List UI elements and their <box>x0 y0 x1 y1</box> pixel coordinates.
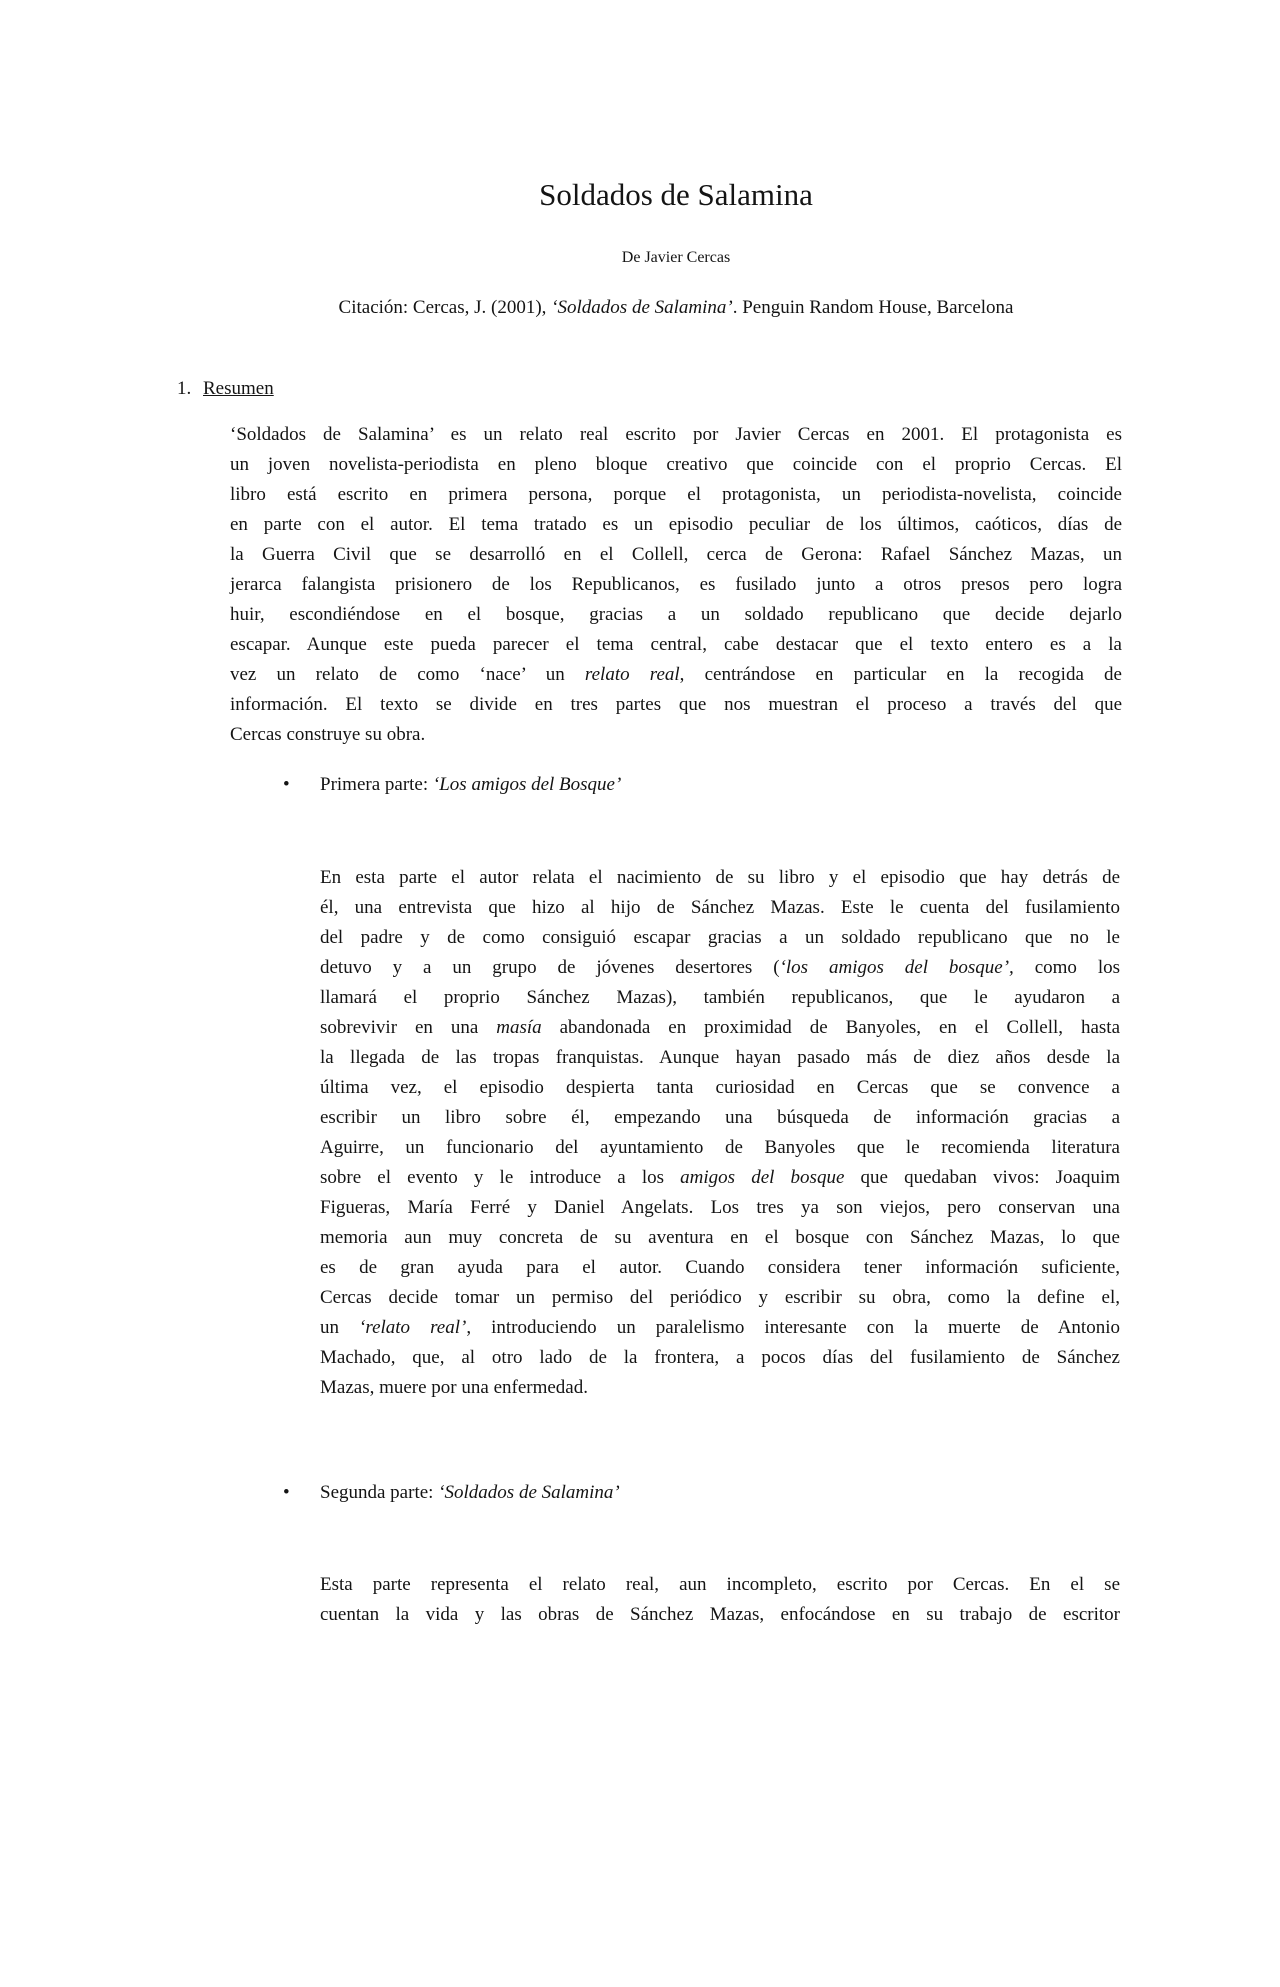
text-line <box>230 690 1122 720</box>
text-line <box>320 1163 1120 1193</box>
text-line <box>320 1133 1120 1163</box>
text-segment: libro está escrito en primera persona, porque el protagonista, un periodista-novelista, coincide <box>230 484 1122 505</box>
text-segment: detuvo y a un grupo de jóvenes desertores ( <box>320 957 780 978</box>
paragraph-primera-parte <box>320 863 1120 1403</box>
italic-text-segment: relato real <box>584 664 680 685</box>
text-line <box>320 1193 1120 1223</box>
italic-text-segment: ‘los amigos del bosque’, <box>779 957 1014 978</box>
text-line <box>320 1570 1120 1600</box>
text-line <box>320 983 1120 1013</box>
text-line <box>230 510 1122 540</box>
citation-prefix: Citación: Cercas, J. (2001), <box>338 297 552 318</box>
text-segment: jerarca falangista prisionero de los Republicanos, es fusilado junto a otros presos pero logra <box>230 574 1122 595</box>
section-heading <box>177 375 1122 402</box>
bullet-icon: • <box>283 774 290 795</box>
text-segment: abandonada en proximidad de Banyoles, en el Collell, hasta <box>541 1017 1120 1038</box>
text-line <box>230 480 1122 510</box>
text-line <box>320 1283 1120 1313</box>
text-line <box>230 420 1122 450</box>
text-segment: Cercas construye su obra. <box>230 724 426 745</box>
text-line <box>320 893 1120 923</box>
text-segment: la Guerra Civil que se desarrolló en el Collell, cerca de Gerona: Rafael Sánchez Mazas, un <box>230 544 1122 565</box>
text-segment: información. El texto se divide en tres partes que nos muestran el proceso a través del que <box>230 694 1122 715</box>
bullet-item-segunda-parte <box>283 1478 1122 1508</box>
text-segment: que quedaban vivos: Joaquim <box>844 1167 1120 1188</box>
text-segment: sobre el evento y le introduce a los <box>320 1167 681 1188</box>
text-segment: escribir un libro sobre él, empezando una búsqueda de información gracias a <box>320 1107 1120 1128</box>
text-segment: , centrándose en particular en la recogida de <box>679 664 1122 685</box>
text-line <box>230 720 1122 750</box>
text-segment: Cercas decide tomar un permiso del periódico y escribir su obra, como la define el, <box>320 1287 1120 1308</box>
text-segment: Machado, que, al otro lado de la frontera, a pocos días del fusilamiento de Sánchez <box>320 1347 1120 1368</box>
citation-suffix: . Penguin Random House, Barcelona <box>732 297 1014 318</box>
text-line <box>230 450 1122 480</box>
bullet-item-primera-parte <box>283 770 1122 800</box>
text-segment: él, una entrevista que hizo al hijo de Sánchez Mazas. Este le cuenta del fusilamiento <box>320 897 1120 918</box>
text-line <box>320 1223 1120 1253</box>
text-line <box>320 1043 1120 1073</box>
text-line <box>320 1600 1120 1630</box>
italic-text-segment: amigos del bosque <box>680 1167 845 1188</box>
text-segment: , introduciendo un paralelismo interesante con la muerte de Antonio <box>466 1317 1120 1338</box>
text-line <box>230 660 1122 690</box>
text-segment: vez un relato de como ‘nace’ un <box>230 664 585 685</box>
text-line <box>320 1343 1120 1373</box>
text-segment: como los <box>1013 957 1120 978</box>
text-line <box>320 1103 1120 1133</box>
text-line <box>320 863 1120 893</box>
text-segment: un joven novelista-periodista en pleno bloque creativo que coincide con el proprio Cercas. El <box>230 454 1122 475</box>
text-segment: Esta parte representa el relato real, aun incompleto, escrito por Cercas. En el se <box>320 1574 1120 1595</box>
bullet-part-title: ‘Soldados de Salamina’ <box>438 1482 620 1503</box>
text-segment: escapar. Aunque este pueda parecer el tema central, cabe destacar que el texto entero es a la <box>230 634 1122 655</box>
text-segment: es de gran ayuda para el autor. Cuando considera tener información suficiente, <box>320 1257 1120 1278</box>
text-line <box>320 953 1120 983</box>
paragraph-segunda-parte <box>320 1570 1120 1630</box>
text-line <box>320 1073 1120 1103</box>
citation-line <box>230 295 1122 320</box>
text-segment: ‘Soldados de Salamina’ es un relato real escrito por Javier Cercas en 2001. El protagonista es <box>230 424 1122 445</box>
text-line <box>320 1313 1120 1343</box>
text-line <box>320 1373 1120 1403</box>
bullet-part-title: ‘Los amigos del Bosque’ <box>432 774 622 795</box>
text-line <box>230 570 1122 600</box>
section-heading-text: Resumen <box>203 378 274 399</box>
page-title: Soldados de Salamina <box>539 177 813 212</box>
text-segment: huir, escondiéndose en el bosque, gracias a un soldado republicano que decide dejarlo <box>230 604 1122 625</box>
text-segment: sobrevivir en una <box>320 1017 497 1038</box>
text-segment: Aguirre, un funcionario del ayuntamiento de Banyoles que le recomienda literatura <box>320 1137 1120 1158</box>
text-line <box>230 540 1122 570</box>
text-segment: un <box>320 1317 360 1338</box>
text-segment: memoria aun muy concreta de su aventura en el bosque con Sánchez Mazas, lo que <box>320 1227 1120 1248</box>
text-segment: del padre y de como consiguió escapar gracias a un soldado republicano que no le <box>320 927 1120 948</box>
paragraph-resumen <box>230 420 1122 750</box>
italic-text-segment: ‘relato real’ <box>359 1317 467 1338</box>
text-segment: Mazas, muere por una enfermedad. <box>320 1377 588 1398</box>
text-line <box>320 923 1120 953</box>
bullet-icon: • <box>283 1482 290 1503</box>
text-segment: en parte con el autor. El tema tratado es un episodio peculiar de los últimos, caóticos, días de <box>230 514 1122 535</box>
text-line <box>320 1013 1120 1043</box>
citation-book-title: ‘Soldados de Salamina’ <box>551 297 733 318</box>
text-line <box>320 1253 1120 1283</box>
text-line <box>230 600 1122 630</box>
text-segment: llamará el proprio Sánchez Mazas), también republicanos, que le ayudaron a <box>320 987 1120 1008</box>
author-line: De Javier Cercas <box>621 249 731 266</box>
section-number: 1. <box>177 378 192 399</box>
bullet-label: Primera parte: <box>320 774 433 795</box>
text-segment: En esta parte el autor relata el nacimiento de su libro y el episodio que hay detrás de <box>320 867 1120 888</box>
text-line <box>230 630 1122 660</box>
text-segment: cuentan la vida y las obras de Sánchez Mazas, enfocándose en su trabajo de escritor <box>320 1604 1120 1625</box>
document-page <box>0 176 1280 1987</box>
text-segment: la llegada de las tropas franquistas. Aunque hayan pasado más de diez años desde la <box>320 1047 1120 1068</box>
italic-text-segment: masía <box>496 1017 542 1038</box>
text-segment: última vez, el episodio despierta tanta curiosidad en Cercas que se convence a <box>320 1077 1120 1098</box>
text-segment: Figueras, María Ferré y Daniel Angelats. Los tres ya son viejos, pero conservan una <box>320 1197 1120 1218</box>
bullet-label: Segunda parte: <box>320 1482 439 1503</box>
